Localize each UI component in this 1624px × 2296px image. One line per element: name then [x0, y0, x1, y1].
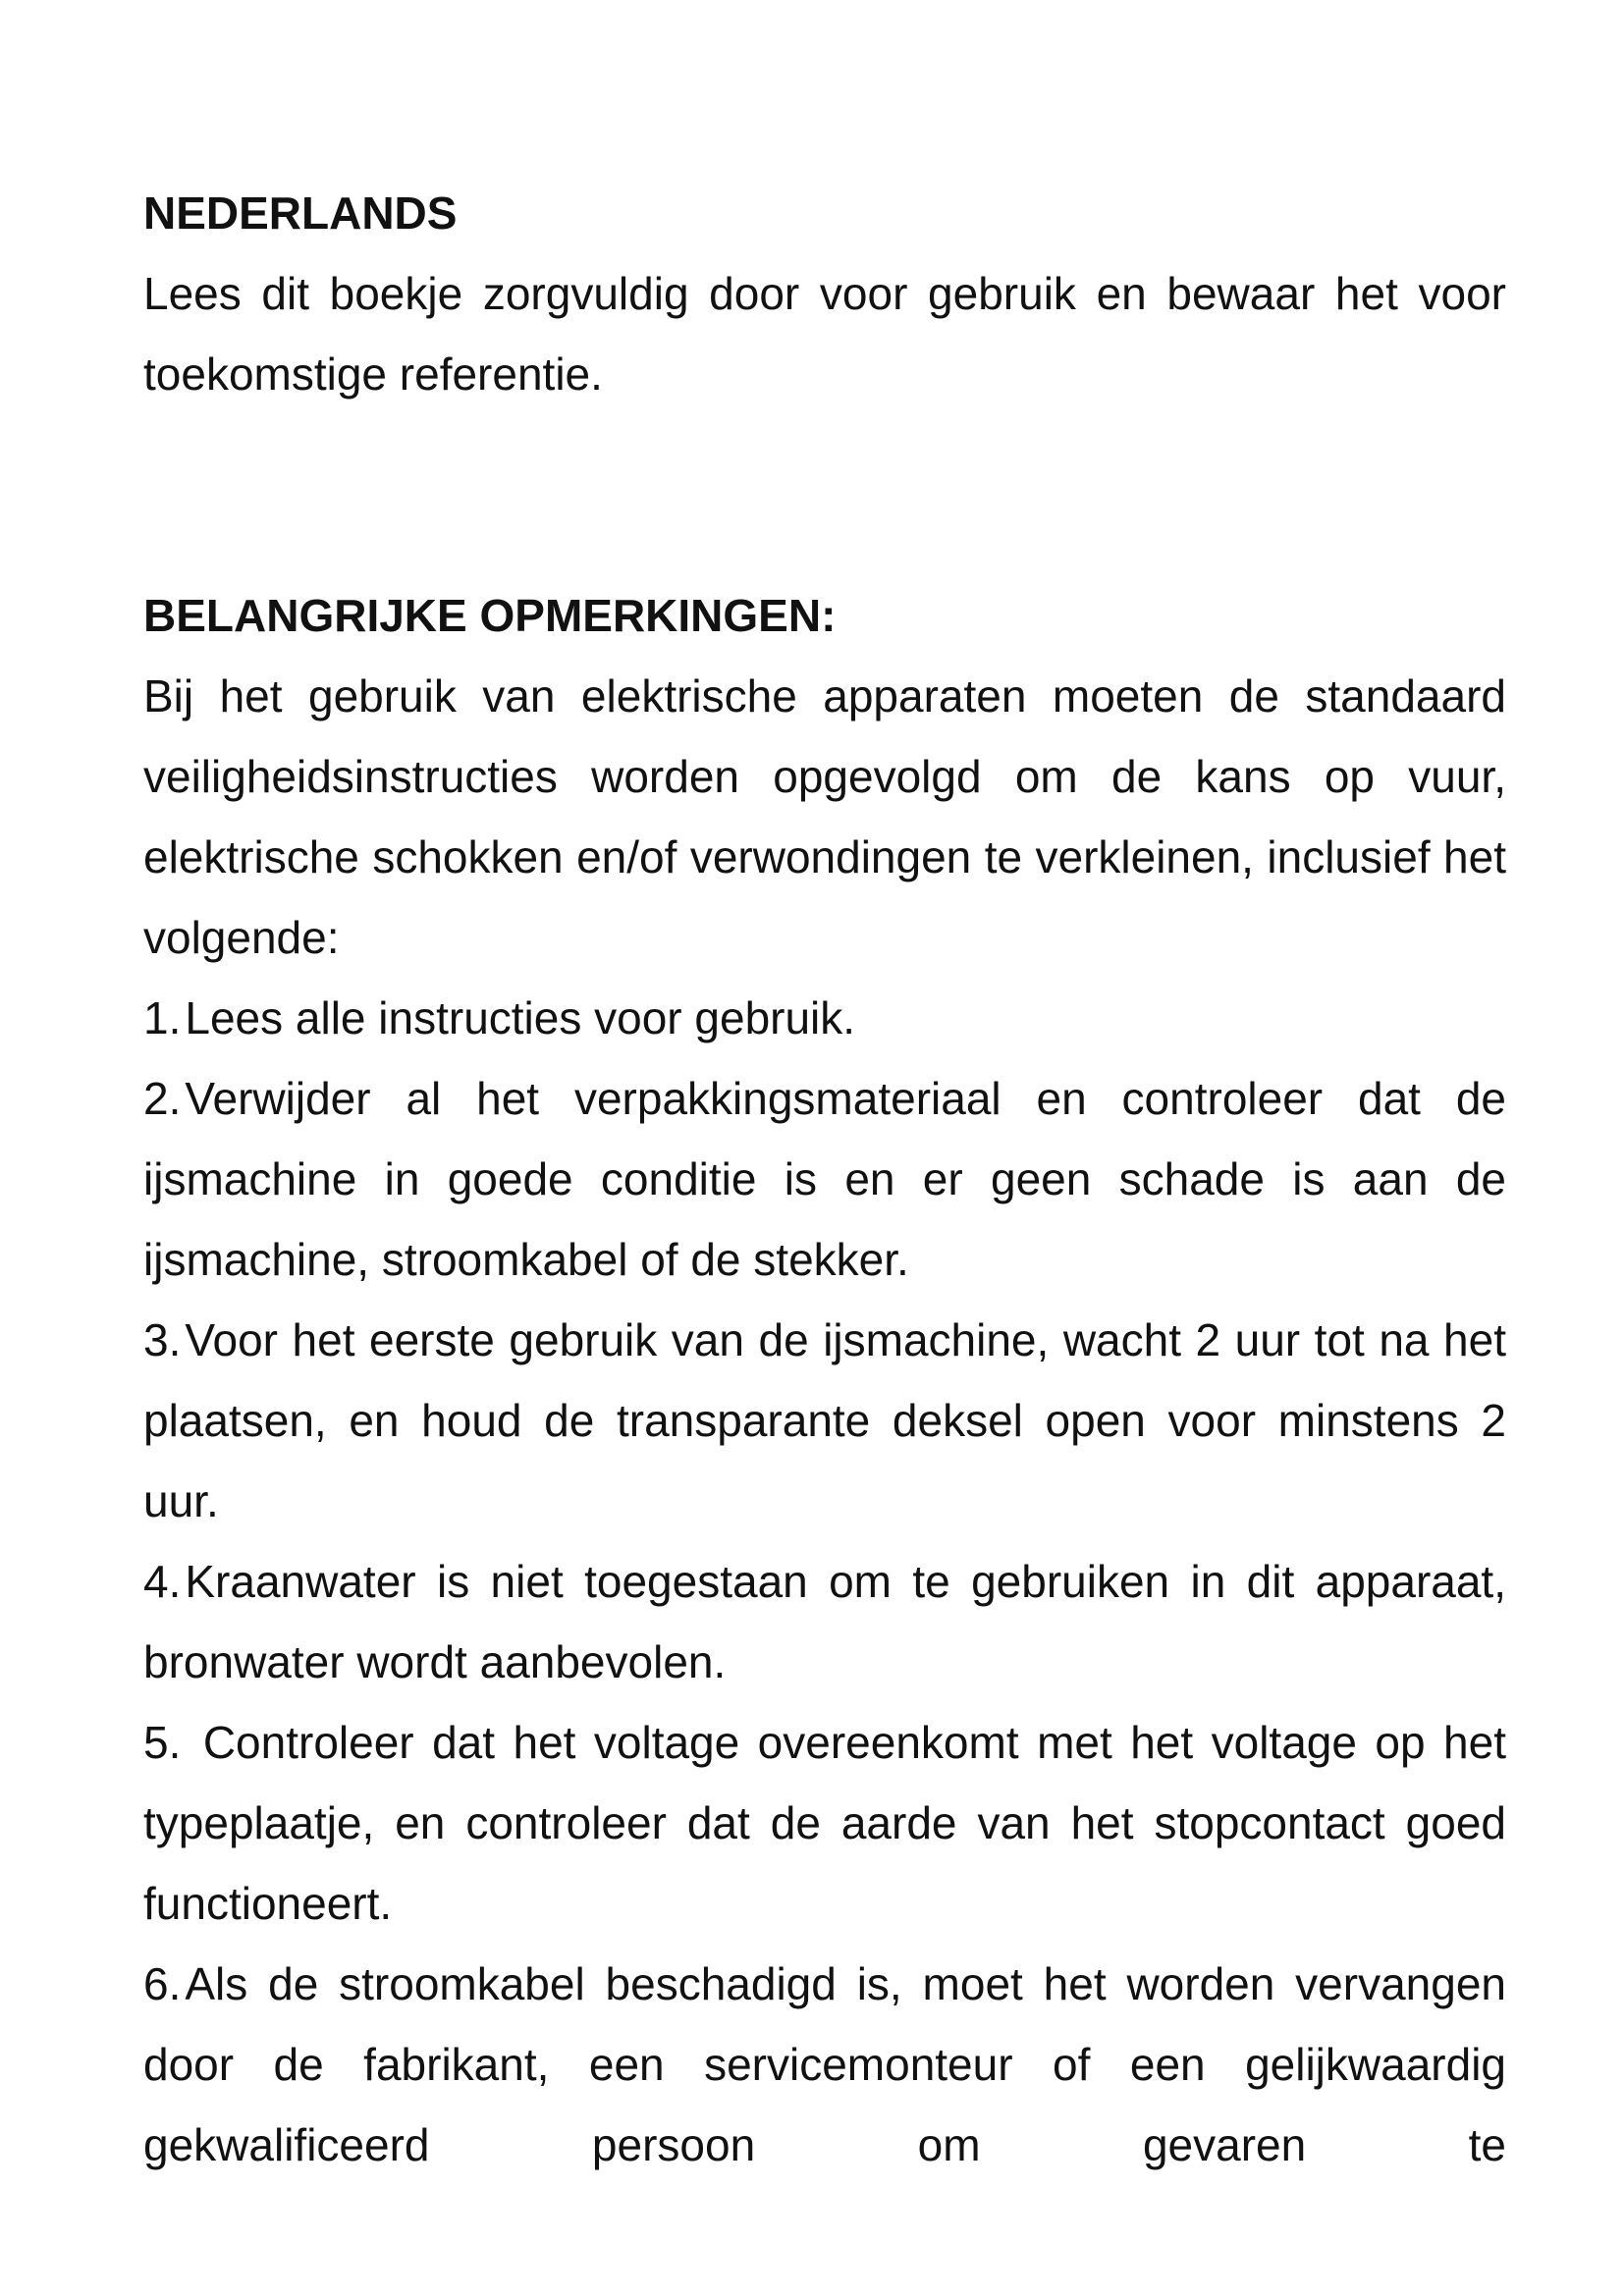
- list-item: [143, 1541, 1506, 1702]
- list-item: [143, 978, 1506, 1058]
- intro-paragraph: Lees dit boekje zorgvuldig door voor gebruik en bewaar het voor toekomstige referentie.: [143, 268, 1506, 400]
- list-item: [143, 1058, 1506, 1300]
- section-title-nederlands: NEDERLANDS: [143, 187, 458, 239]
- list-item-text: Verwijder al het verpakkingsmateriaal en controleer dat de ijsmachine in goede conditie is en er geen schade is aan de ijsmachine, stroomkabel of de stekker.: [143, 1073, 1506, 1285]
- list-item-text: Als de stroomkabel beschadigd is, moet het worden vervangen door de fabrikant, een servicemonteur of een gelijkwaardig gekwalificeerd persoon om gevaren te: [143, 1958, 1506, 2170]
- list-item-number: 3.: [143, 1314, 182, 1365]
- section-title-important: BELANGRIJKE OPMERKINGEN:: [143, 590, 837, 641]
- list-item-number: 1.: [143, 992, 182, 1043]
- list-item-number: 2.: [143, 1073, 182, 1124]
- list-item-text: Controleer dat het voltage overeenkomt met het voltage op het typeplaatje, en controleer dat de aarde van het stopcontact goed functioneert.: [143, 1717, 1506, 1929]
- list-item-text: Lees alle instructies voor gebruik.: [185, 992, 856, 1043]
- list-item-text: Voor het eerste gebruik van de ijsmachine, wacht 2 uur tot na het plaatsen, en houd de transparante deksel open voor minstens 2 uur.: [143, 1314, 1506, 1526]
- list-item-number: 6.: [143, 1958, 182, 2009]
- list-item: [143, 1702, 1506, 1944]
- list-item-text: Kraanwater is niet toegestaan om te gebruiken in dit apparaat, bronwater wordt aanbevolen.: [143, 1556, 1506, 1687]
- important-intro-paragraph: Bij het gebruik van elektrische apparaten moeten de standaard veiligheidsinstructies worden opgevolgd om de kans op vuur, elektrische schokken en/of verwondingen te verkleinen, inclusief het volgende:: [143, 670, 1506, 963]
- section-spacer: [143, 414, 1506, 575]
- list-item-number: 5.: [143, 1717, 182, 1768]
- list-item: [143, 1944, 1506, 2185]
- list-item: [143, 1300, 1506, 1541]
- document-page: [143, 173, 1506, 2185]
- instruction-list: [143, 978, 1506, 2185]
- list-item-number: 4.: [143, 1556, 182, 1607]
